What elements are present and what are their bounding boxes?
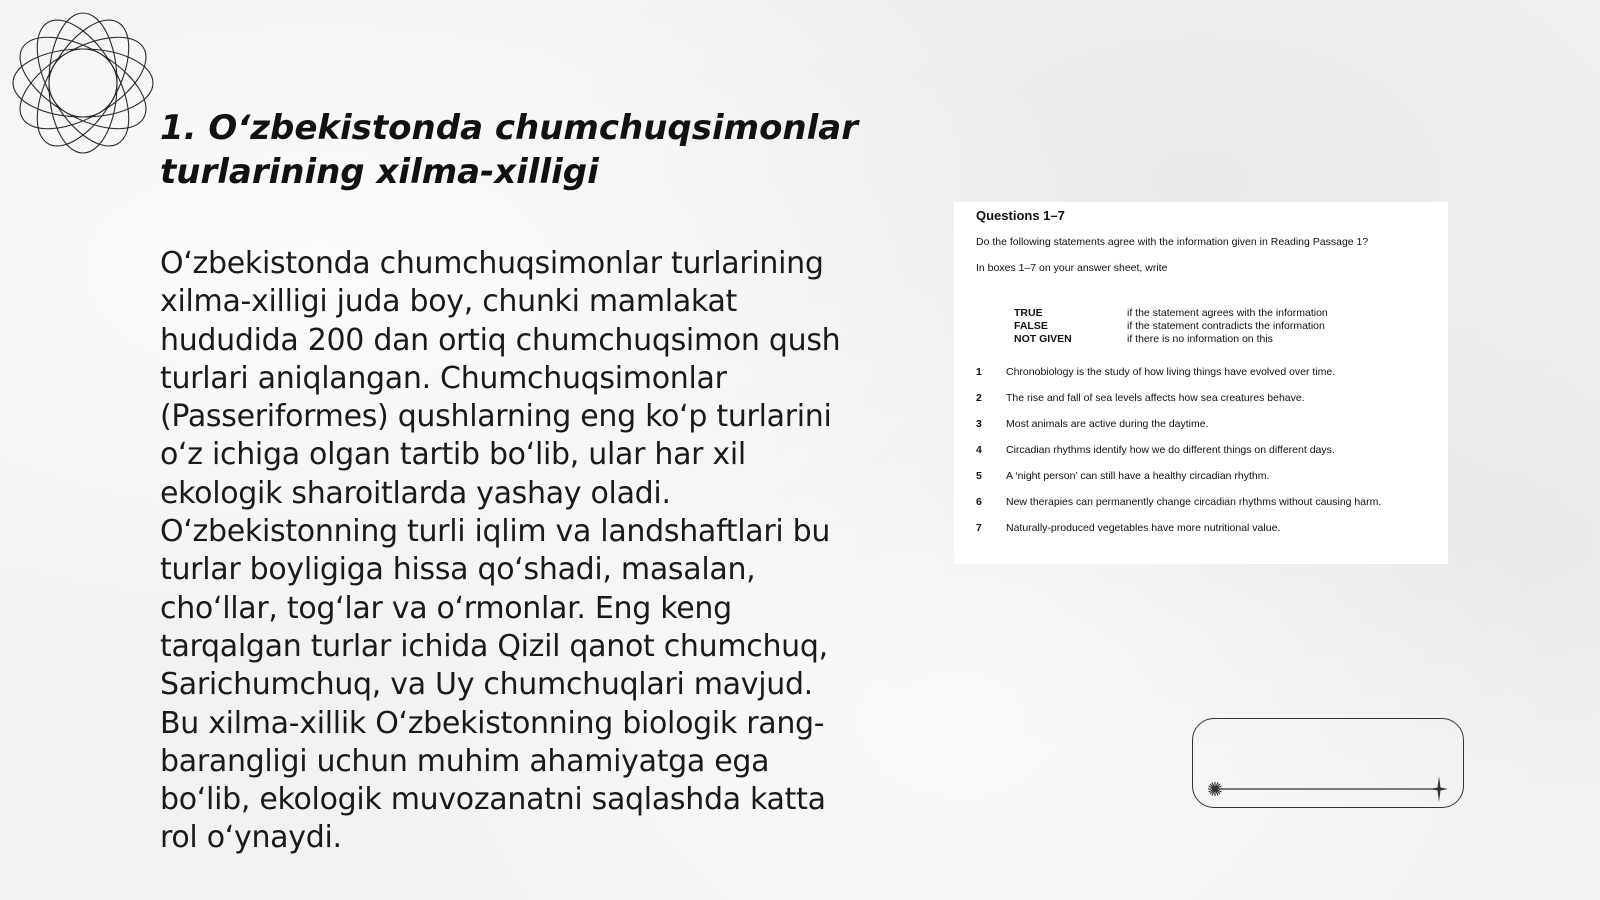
questions-heading: Questions 1–7 — [976, 208, 1065, 223]
question-item — [976, 470, 1269, 482]
question-number: 6 — [976, 496, 982, 508]
question-text: Chronobiology is the study of how living things have evolved over time. — [1006, 366, 1336, 378]
answer-key-row — [1014, 307, 1328, 320]
question-number: 3 — [976, 418, 982, 430]
question-number: 2 — [976, 392, 982, 404]
answer-key-row — [1014, 320, 1325, 333]
question-number: 5 — [976, 470, 982, 482]
sparkle-icon — [1208, 782, 1222, 796]
questions-instruction: In boxes 1–7 on your answer sheet, write — [976, 262, 1168, 274]
question-text: Most animals are active during the daytime. — [1006, 418, 1209, 430]
question-text: The rise and fall of sea levels affects how sea creatures behave. — [1006, 392, 1305, 404]
slide-title: 1. O‘zbekistonda chumchuqsimonlar turlarining xilma-xilligi — [160, 108, 858, 192]
questions-image — [954, 202, 1448, 564]
slide-body-text: O‘zbekistonda chumchuqsimonlar turlarining xilma-xilligi juda boy, chunki mamlakat hududida 200 dan ortiq chumchuqsimon qush turlari aniqlangan. Chumchuqsimonlar (Passeriformes) qushlarning eng ko‘p turlarini o‘z ichiga olgan tartib bo‘lib, ular har xil ekologik sharoitlarda yashay oladi. O‘zbekistonning turli iqlim va landshaftlari bu turlar boyligiga hissa qo‘shadi, masalan, cho‘llar, tog‘lar va o‘rmonlar. Eng keng tarqalgan turlar ichida Qizil qanot chumchuq, Sarichumchuq, va Uy chumchuqlari mavjud. Bu xilma-xillik O‘zbekistonning biologik rang-barangligi uchun muhim ahamiyatga ega bo‘lib, ekologik muvozanatni saqlashda katta rol o‘ynaydi. — [160, 246, 841, 856]
star-icon — [1430, 776, 1448, 802]
question-item — [976, 496, 1381, 508]
question-item — [976, 418, 1209, 430]
spirograph-ornament-icon — [10, 10, 156, 156]
question-item — [976, 392, 1305, 404]
answer-key-row — [1014, 333, 1273, 346]
answer-key-desc: if the statement contradicts the information — [1127, 320, 1325, 332]
question-text: A ‘night person’ can still have a healthy circadian rhythm. — [1006, 470, 1270, 482]
question-number: 4 — [976, 444, 982, 456]
answer-key-desc: if there is no information on this — [1127, 333, 1273, 345]
question-number: 1 — [976, 366, 982, 378]
question-text: Naturally-produced vegetables have more nutritional value. — [1006, 522, 1281, 534]
question-text: Circadian rhythms identify how we do different things on different days. — [1006, 444, 1335, 456]
question-item — [976, 444, 1335, 456]
question-item — [976, 366, 1335, 378]
answer-key-label: TRUE — [1014, 307, 1043, 319]
answer-key-desc: if the statement agrees with the information — [1127, 307, 1328, 319]
answer-key-label: NOT GIVEN — [1014, 333, 1072, 345]
decorative-frame — [1192, 718, 1464, 808]
question-item — [976, 522, 1280, 534]
questions-instruction: Do the following statements agree with the information given in Reading Passage 1? — [976, 236, 1369, 248]
question-text: New therapies can permanently change circadian rhythms without causing harm. — [1006, 496, 1382, 508]
question-number: 7 — [976, 522, 982, 534]
answer-key-label: FALSE — [1014, 320, 1048, 332]
